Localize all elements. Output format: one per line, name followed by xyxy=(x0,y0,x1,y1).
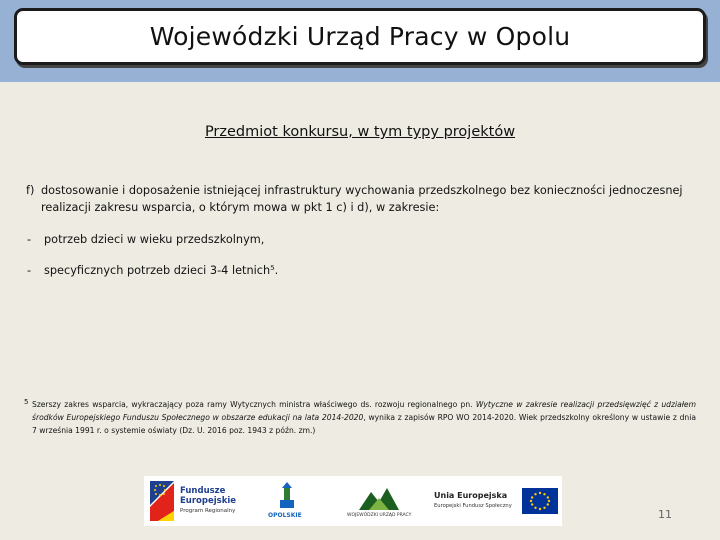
eu-line1: Unia Europejska xyxy=(434,491,508,500)
wup-label: WOJEWÓDZKI URZĄD PRACY xyxy=(347,513,412,518)
footnote-text-part1: Szerszy zakres wsparcia, wykraczający poza ramy Wytycznych ministra właściwego ds. rozwoju regionalnego pn. xyxy=(32,400,476,409)
list-item-text: dostosowanie i doposażenie istniejącej infrastruktury wychowania przedszkolnego bez konieczności jednoczesnej realizacji zakresu wsparcia, o którym mowa w pkt 1 c) i d), w zakresie: xyxy=(41,184,683,214)
bullet-dash: - xyxy=(27,264,32,277)
opolskie-tower-icon xyxy=(278,482,296,510)
fundusze-europejskie-icon xyxy=(150,481,176,521)
page-title: Wojewódzki Urząd Pracy w Opolu xyxy=(149,22,571,51)
unia-europejska-logo xyxy=(434,476,560,526)
footnote-marker: 5 xyxy=(24,398,29,406)
page-number: 11 xyxy=(658,508,672,521)
fundusze-line3: Program Regionalny xyxy=(180,508,236,514)
bullet-text: potrzeb dzieci w wieku przedszkolnym, xyxy=(44,233,265,246)
footnote-italic-title: Wytyczne w zakresie realizacji przedsięwzięć z udziałem środków Europejskiego Funduszu Społecznego w obszarze edukacji na lata 2014-2020 xyxy=(32,400,696,422)
logo-strip xyxy=(144,476,562,526)
footnote xyxy=(24,398,696,437)
eu-flag-icon xyxy=(522,488,558,514)
wup-mountain-icon xyxy=(359,486,399,510)
bullet-dash: - xyxy=(27,233,32,246)
fundusze-line1: Fundusze xyxy=(180,486,226,496)
footnote-text xyxy=(24,398,696,437)
section-subtitle: Przedmiot konkursu, w tym typy projektów xyxy=(204,124,516,140)
list-marker: f) xyxy=(26,184,35,197)
wup-logo xyxy=(344,476,414,526)
opolskie-logo xyxy=(262,476,312,526)
eu-line2: Europejski Fundusz Społeczny xyxy=(434,503,512,509)
bullet-text: specyficznych potrzeb dzieci 3-4 letnich⁵. xyxy=(44,264,279,277)
opolskie-label: OPOLSKIE xyxy=(268,512,302,519)
footnote-text-part2: , wynika z zapisów RPO WO 2014-2020. Wiek przedszkolny określony w ustawie z dnia 7 września 1991 r. o systemie oświaty (Dz. U. 2016 poz. 1943 z późn. zm.) xyxy=(32,413,696,435)
title-box xyxy=(14,8,706,65)
fundusze-line2: Europejskie xyxy=(180,496,237,506)
list-item-f xyxy=(26,182,706,216)
fundusze-europejskie-logo xyxy=(148,476,258,526)
